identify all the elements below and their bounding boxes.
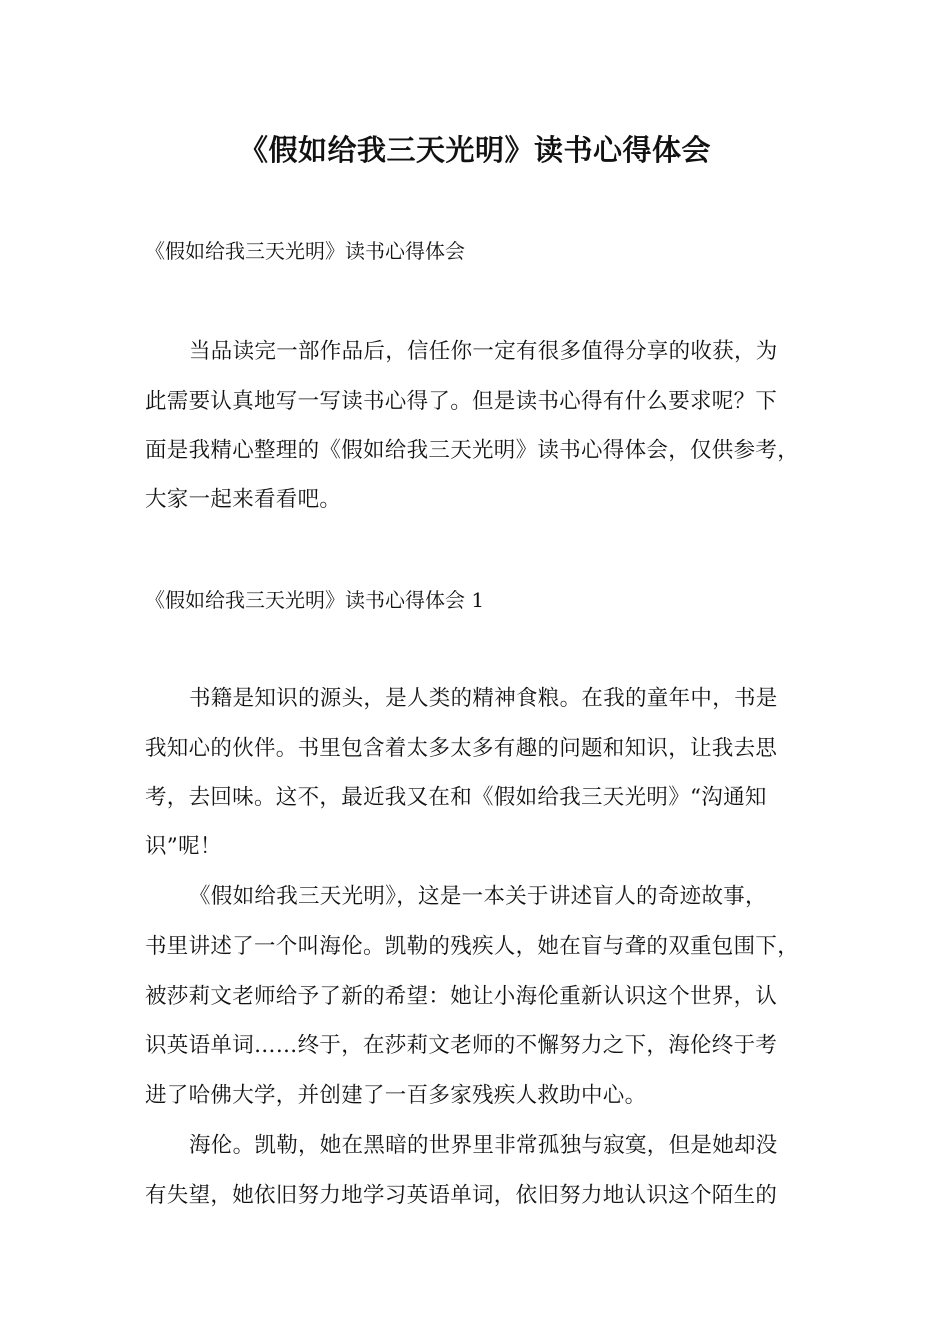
paragraph-line: 考，去回味。这不，最近我又在和《假如给我三天光明》“沟通知 (145, 785, 767, 810)
section-heading: 《假如给我三天光明》读书心得体会 1 (145, 588, 485, 612)
document-subtitle: 《假如给我三天光明》读书心得体会 (145, 239, 465, 263)
paragraph-line: 有失望，她依旧努力地学习英语单词，依旧努力地认识这个陌生的 (145, 1183, 778, 1208)
paragraph-line: 书里讲述了一个叫海伦。凯勒的残疾人，她在盲与聋的双重包围下， (145, 934, 800, 959)
intro-line: 大家一起来看看吧。 (145, 487, 342, 512)
paragraph-line: 海伦。凯勒，她在黑暗的世界里非常孤独与寂寞，但是她却没 (189, 1133, 778, 1158)
paragraph-line: 识”呢！ (145, 834, 222, 859)
intro-line: 面是我精心整理的《假如给我三天光明》读书心得体会，仅供参考， (145, 438, 800, 463)
paragraph-line: 我知心的伙伴。书里包含着太多太多有趣的问题和知识，让我去思 (145, 736, 778, 761)
intro-line: 当品读完一部作品后，信任你一定有很多值得分享的收获，为 (189, 339, 778, 364)
paragraph-line: 书籍是知识的源头，是人类的精神食粮。在我的童年中，书是 (189, 686, 778, 711)
intro-line: 此需要认真地写一写读书心得了。但是读书心得有什么要求呢？下 (145, 389, 778, 414)
paragraph-line: 《假如给我三天光明》，这是一本关于讲述盲人的奇迹故事， (189, 884, 767, 909)
paragraph-line: 识英语单词……终于，在莎莉文老师的不懈努力之下，海伦终于考 (145, 1033, 778, 1058)
paragraph-line: 被莎莉文老师给予了新的希望：她让小海伦重新认识这个世界，认 (145, 984, 778, 1009)
document-title: 《假如给我三天光明》读书心得体会 (238, 133, 711, 167)
paragraph-line: 进了哈佛大学，并创建了一百多家残疾人救助中心。 (145, 1083, 647, 1108)
